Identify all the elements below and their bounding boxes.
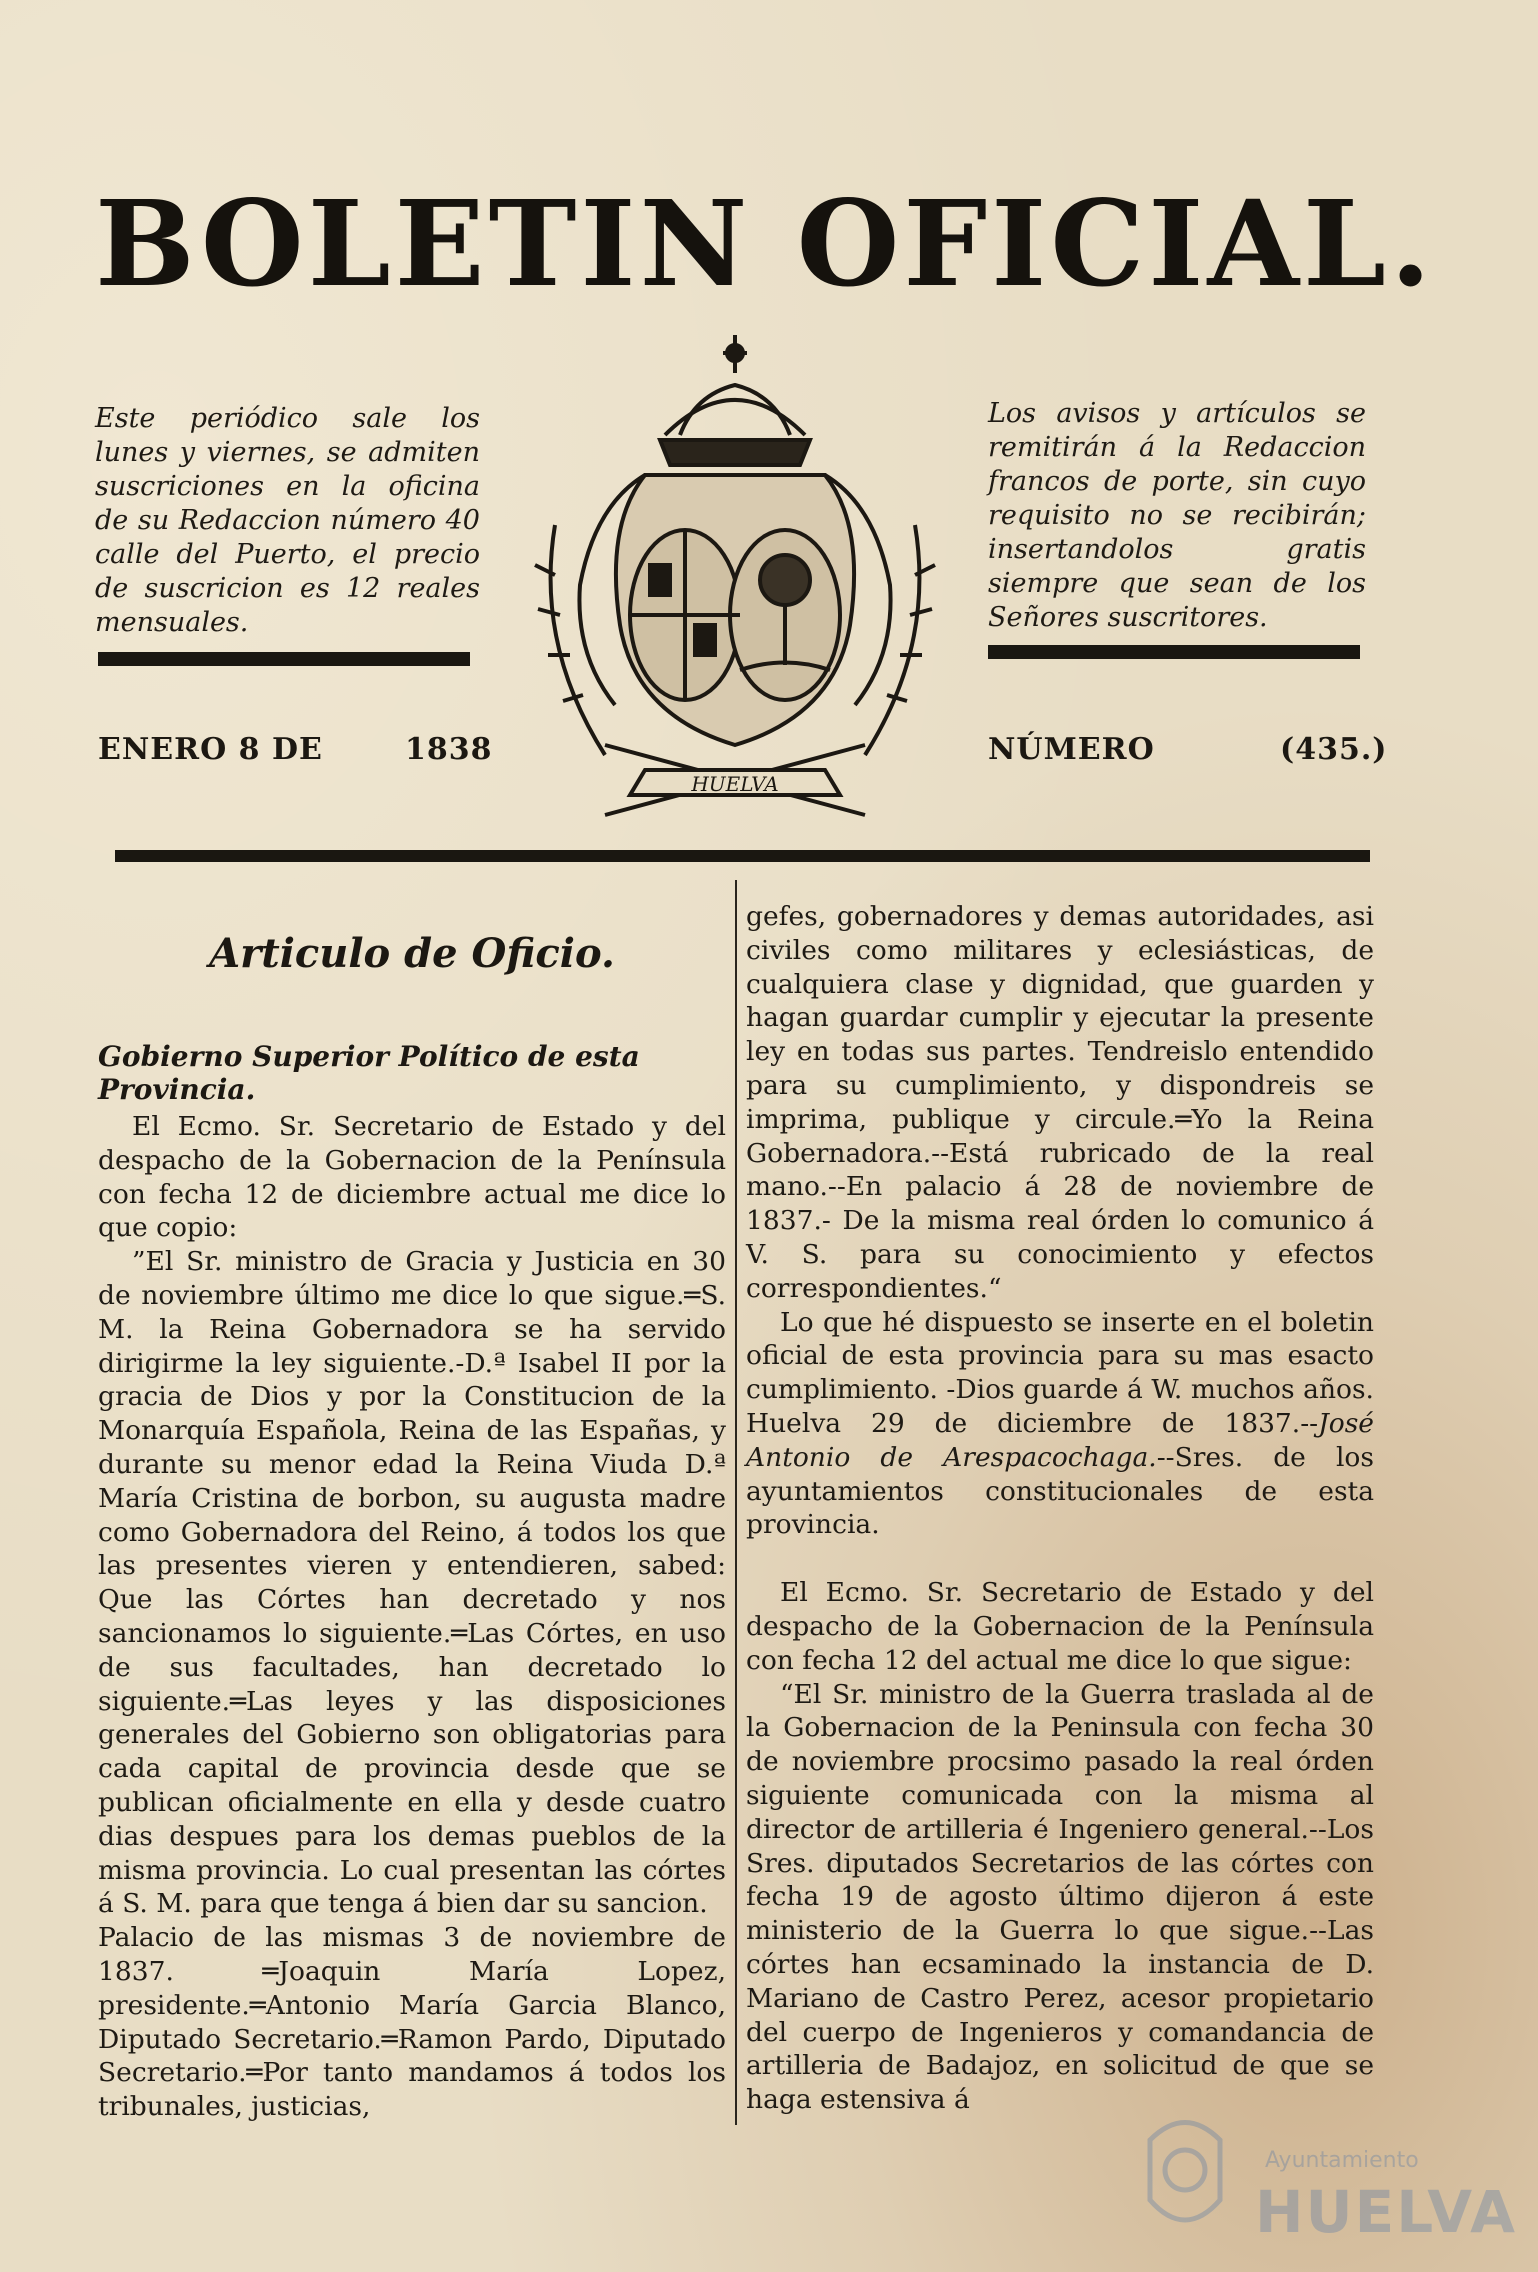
coat-of-arms-crest: [495, 325, 975, 835]
section-subheading: Gobierno Superior Político de esta Provincia.: [98, 1040, 640, 1106]
subscription-note: Este periódico sale los lunes y viernes, se admiten suscriciones en la oficina de su Redaccion número 40 calle del Puerto, el precio de suscricion es 12 reales mensuales.: [95, 403, 480, 638]
paragraph: El Ecmo. Sr. Secretario de Estado y del despacho de la Gobernacion de la Península con fecha 12 del actual me dice lo que sigue:: [746, 1577, 1374, 1676]
paragraph: El Ecmo. Sr. Secretario de Estado y del despacho de la Gobernacion de la Península con fecha 12 de diciembre actual me dice lo que copio:: [98, 1111, 726, 1244]
archive-watermark: [1130, 2100, 1518, 2260]
column-divider: [735, 880, 737, 2125]
paragraph: [746, 1306, 1374, 1543]
issue-number: (435.): [1280, 732, 1388, 767]
right-column: [746, 900, 1374, 2117]
paragraph: Palacio de las mismas 3 de noviembre de 1837. ═Joaquin María Lopez, presidente.═Antonio María Garcia Blanco, Diputado Secretario.═Ramon Pardo, Diputado Secretario.═Por tanto mandamos á todos los tribunales, justicias,: [98, 1922, 726, 2123]
section-heading: Articulo de Oficio.: [209, 930, 615, 977]
number-label: NÚMERO: [988, 732, 1155, 767]
masthead-bottom-rule: [115, 850, 1370, 862]
notices-note: Los avisos y artículos se remitirán á la Redaccion francos de porte, sin cuyo requisito no se recibirán; insertandolos gratis siempre que sean de los Señores suscritores.: [988, 398, 1366, 633]
paragraph-text: Lo que hé dispuesto se inserte en el boletin oficial de esta provincia para su mas esacto cumplimiento. -Dios guarde á W. muchos años. Huelva 29 de diciembre de 1837.--: [746, 1306, 1374, 1439]
paragraph: gefes, gobernadores y demas autoridades, asi civiles como militares y eclesiásticas, de cualquiera clase y dignidad, que guarden y hagan guardar cumplir y ejecutar la presente ley en todas sus partes. Tendreislo entendido para su cumplimiento, y dispondreis se imprima, publique y circule.═Yo la Reina Gobernadora.--Está rubricado de la real mano.--En palacio á 28 de noviembre de 1837.- De la misma real órden lo comunico á V. S. para su conocimiento y efectos correspondientes.“: [746, 901, 1374, 1304]
paragraph: “El Sr. ministro de la Guerra traslada al de la Gobernacion de la Peninsula con fecha 30 de noviembre procsimo pasado la real órden siguiente comunicada con la misma al director de artilleria é Ingeniero general.--Los Sres. diputados Secretarios de las córtes con fecha 19 de agosto último dijeron á este ministerio de la Guerra lo que sigue.--Las córtes han ecsaminado la instancia de D. Mariano de Castro Perez, acesor propietario del cuerpo de Ingenieros y comandancia de artilleria de Badajoz, en solicitud de que se haga estensiva á: [746, 1678, 1374, 2116]
date-label: ENERO 8 DE: [98, 732, 323, 767]
signatory-name: José Antonio de Arespacochaga.: [746, 1407, 1374, 1473]
watermark-small-text: Ayuntamiento: [1265, 2148, 1419, 2173]
paragraph: ”El Sr. ministro de Gracia y Justicia en 30 de noviembre último me dice lo que sigue.═S. M. la Reina Gobernadora se ha servido dirigirme la ley siguiente.-D.ª Isabel II por la gracia de Dios y por la Constitucion de la Monarquía Española, Reina de las Españas, y durante su menor edad la Reina Viuda D.ª María Cristina de borbon, su augusta madre como Gobernadora del Reino, á todos los que las presentes vieren y entendieren, sabed: Que las Córtes han decretado y nos sancionamos lo siguiente.═Las Córtes, en uso de sus facultades, han decretado lo siguiente.═Las leyes y las disposiciones generales del Gobierno son obligatorias para cada capital de provincia desde que se publican oficialmente en ella y desde cuatro dias despues para los demas pueblos de la misma provincia. Lo cual presentan las córtes á S. M. para que tenga á bien dar su sancion.: [98, 1246, 726, 1920]
year-label: 1838: [405, 732, 493, 767]
paragraph-text: --Sres. de los ayuntamientos constitucionales de esta provincia.: [746, 1441, 1374, 1541]
watermark-logo-icon: [1130, 2100, 1240, 2250]
masthead-title: BOLETIN OFICIAL.: [95, 174, 1436, 313]
crest-ribbon-text: HUELVA: [691, 772, 779, 796]
paragraph-gap: [746, 1542, 1374, 1576]
left-column: [98, 1110, 726, 2124]
left-header-rule: [98, 652, 470, 666]
right-header-rule: [988, 645, 1360, 659]
watermark-big-text: HUELVA: [1255, 2178, 1518, 2246]
